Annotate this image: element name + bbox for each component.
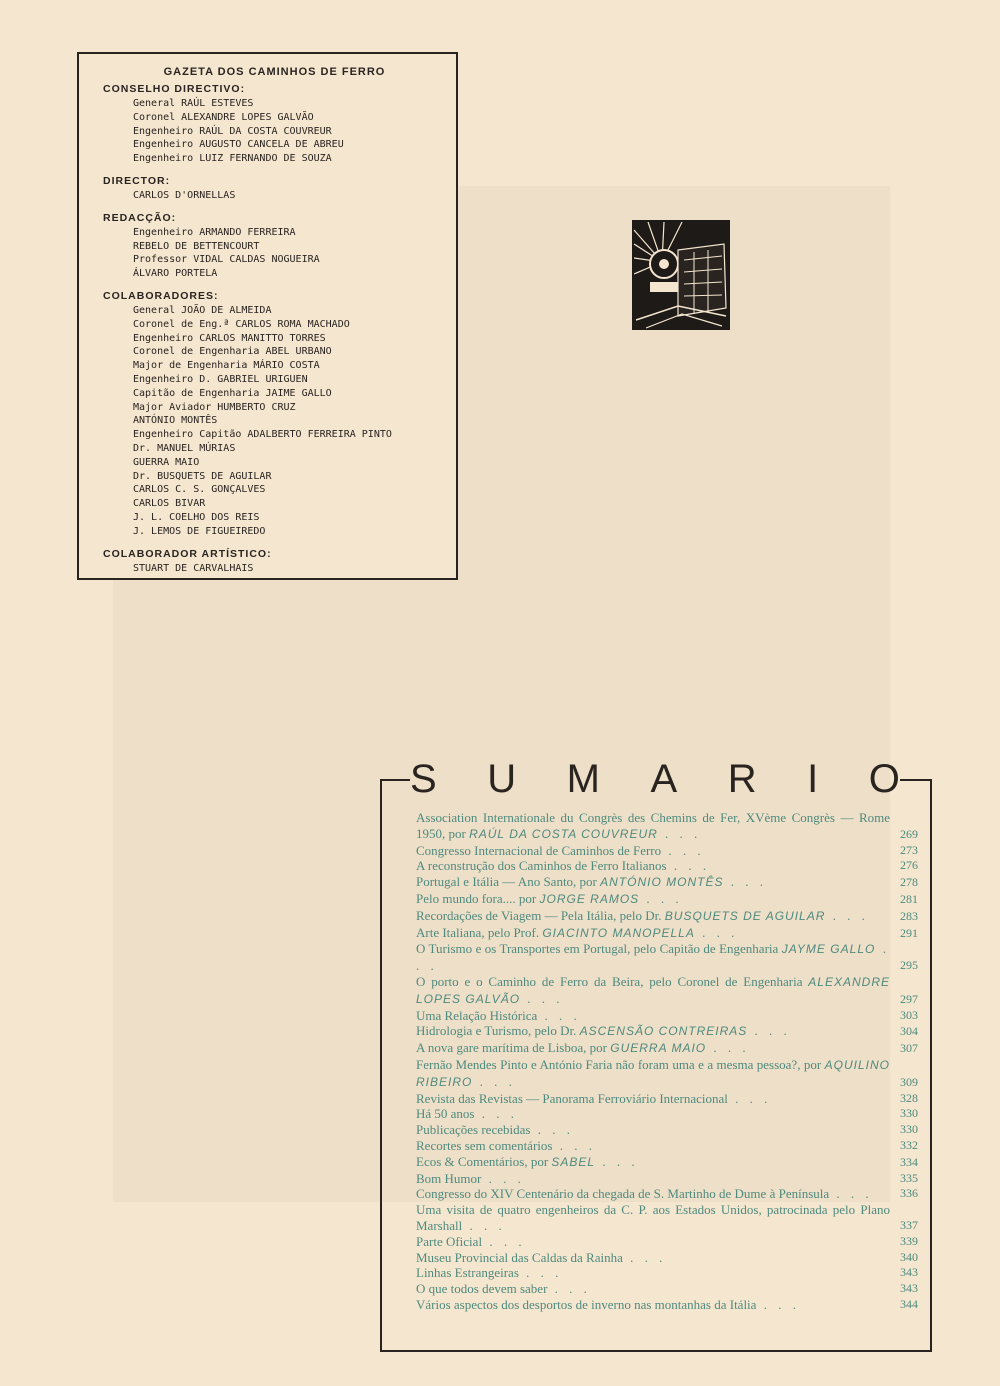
staff-name: ANTÓNIO MONTÊS — [133, 415, 218, 427]
toc-page-number: 334 — [900, 1154, 918, 1169]
toc-entry-title: Revista das Revistas — Panorama Ferroviário Internacional . . . — [416, 1090, 772, 1106]
sumario-title — [410, 757, 900, 801]
staff-section-heading: CONSELHO DIRECTIVO: — [103, 83, 246, 95]
toc-entry — [416, 1057, 918, 1091]
toc-page-number: 269 — [900, 826, 918, 841]
toc-entry-title: Há 50 anos . . . — [416, 1106, 518, 1122]
toc-leader-dots: . . . — [537, 1007, 581, 1023]
toc-page-number: 283 — [900, 908, 918, 923]
staff-box — [77, 52, 458, 580]
toc-page-number: 343 — [900, 1265, 918, 1280]
staff-name-list — [133, 226, 446, 281]
toc-leader-dots: . . . — [530, 1122, 574, 1138]
toc-leader-dots: . . . — [825, 907, 869, 923]
toc-entry — [416, 1091, 918, 1107]
toc-leader-dots: . . . — [747, 1023, 791, 1039]
toc-entry-author: ALEXANDRE LOPES GALVÃO — [416, 974, 890, 1006]
staff-name: Engenheiro RAÚL DA COSTA COUVREUR — [133, 125, 332, 137]
toc-entry — [416, 941, 918, 974]
toc-entry — [416, 858, 918, 874]
toc-entry-title: O que todos devem saber . . . — [416, 1281, 591, 1297]
staff-name: Coronel de Engenharia ABEL URBANO — [133, 346, 332, 358]
staff-section — [103, 290, 446, 539]
toc-entry-author: SABEL — [551, 1154, 596, 1169]
toc-page-number: 339 — [900, 1233, 918, 1248]
toc-page-number: 291 — [900, 925, 918, 940]
staff-section — [103, 83, 446, 166]
toc-leader-dots: . . . — [518, 1265, 563, 1281]
staff-name: Capitão de Engenharia JAIME GALLO — [133, 387, 332, 399]
sumario-title-letter: A — [650, 756, 678, 801]
toc-entry — [416, 874, 918, 891]
toc-leader-dots: . . . — [462, 1217, 506, 1233]
toc-entry — [416, 1008, 918, 1024]
toc-page-number: 303 — [900, 1007, 918, 1022]
toc-page-number: 278 — [900, 875, 918, 890]
toc-entry-title: Uma visita de quatro engenheiros da C. P. aos Estados Unidos, patrocinada pelo Plano Marshall . . . — [416, 1202, 890, 1233]
staff-section-heading: REDACÇÃO: — [103, 211, 177, 224]
toc-entry-title: Congresso Internacional de Caminhos de Ferro . . . — [416, 842, 705, 858]
sumario-title-letter: I — [807, 756, 819, 801]
toc-page-number: 276 — [900, 858, 918, 873]
staff-name-list — [133, 562, 446, 576]
toc-entry-author: BUSQUETS DE AGUILAR — [664, 908, 826, 923]
toc-entry — [416, 810, 918, 843]
staff-name: ÁLVARO PORTELA — [133, 268, 218, 280]
toc-page-number: 344 — [900, 1296, 918, 1311]
toc-leader-dots: . . . — [481, 1170, 525, 1186]
toc-entry-author: AQUILINO RIBEIRO — [416, 1057, 890, 1089]
toc-page-number: 336 — [900, 1186, 918, 1201]
sumario-title-letter: O — [868, 756, 900, 801]
toc-entry-title: O porto e o Caminho de Ferro da Beira, pelo Coronel de Engenharia ALEXANDRE LOPES GALVÃO . . . — [416, 973, 890, 1006]
toc-leader-dots: . . . — [622, 1249, 667, 1265]
toc-page-number: 304 — [900, 1024, 918, 1039]
toc-leader-dots: . . . — [416, 941, 891, 974]
toc-leader-dots: . . . — [829, 1186, 873, 1202]
toc-entry — [416, 1202, 918, 1234]
toc-entry-author: GUERRA MAIO — [610, 1041, 707, 1056]
toc-page-number: 295 — [900, 958, 918, 973]
toc-entry-author: JAYME GALLO — [781, 942, 876, 957]
toc-leader-dots: . . . — [520, 990, 564, 1006]
staff-name: General RAÚL ESTEVES — [133, 98, 254, 109]
staff-section — [103, 212, 446, 281]
toc-entry-title: Museu Provincial das Caldas da Rainha . . . — [416, 1249, 667, 1265]
toc-page-number: 332 — [900, 1137, 918, 1152]
staff-section-heading: COLABORADOR ARTÍSTICO: — [103, 547, 272, 560]
toc-leader-dots: . . . — [661, 842, 705, 858]
toc-leader-dots: . . . — [482, 1233, 526, 1249]
toc-entry-title: Vários aspectos dos desportos de inverno nas montanhas da Itália . . . — [416, 1296, 800, 1312]
toc-entry-title: Congresso do XIV Centenário da chegada de S. Martinho de Dume à Península . . . — [416, 1186, 873, 1202]
staff-section-heading: DIRECTOR: — [103, 174, 171, 187]
toc-page-number: 281 — [900, 891, 918, 906]
staff-name: CARLOS D'ORNELLAS — [133, 189, 236, 201]
toc-leader-dots: . . . — [639, 890, 683, 906]
staff-name: CARLOS C. S. GONÇALVES — [133, 484, 266, 496]
staff-section-heading: COLABORADORES: — [103, 289, 219, 302]
toc-entry-author: ANTÓNIO MONTÊS — [600, 875, 724, 890]
toc-entry-author: JORGE RAMOS — [539, 891, 640, 906]
toc-leader-dots: . . . — [727, 1090, 772, 1106]
sumario-title-letter: R — [727, 756, 757, 801]
toc-leader-dots: . . . — [756, 1296, 800, 1312]
staff-name: Major Aviador HUMBERTO CRUZ — [133, 401, 296, 413]
toc-entry — [416, 1297, 918, 1313]
toc-entry-title: Recordações de Viagem — Pela Itália, pelo Dr. BUSQUETS DE AGUILAR . . . — [416, 907, 869, 923]
staff-name: Dr. MANUEL MÚRIAS — [133, 442, 236, 454]
toc-entry — [416, 1122, 918, 1138]
toc-entry-title: Publicações recebidas . . . — [416, 1122, 574, 1138]
toc-entry-title: Arte Italiana, pelo Prof. GIACINTO MANOPELLA . . . — [416, 924, 739, 940]
toc-entry — [416, 1186, 918, 1202]
staff-name: Engenheiro D. GABRIEL URIGUEN — [133, 373, 308, 385]
toc-entry — [416, 1281, 918, 1297]
staff-name: Coronel ALEXANDRE LOPES GALVÃO — [133, 111, 314, 123]
staff-name: GUERRA MAIO — [133, 456, 200, 468]
toc-entry — [416, 974, 918, 1008]
staff-name: Engenheiro LUIZ FERNANDO DE SOUZA — [133, 153, 332, 165]
toc-page-number: 340 — [900, 1249, 918, 1264]
toc-page-number: 273 — [900, 842, 918, 857]
toc-entry-title: Ecos & Comentários, por SABEL . . . — [416, 1153, 639, 1169]
toc-entry — [416, 1265, 918, 1281]
staff-name: CARLOS BIVAR — [133, 498, 206, 510]
staff-name: Engenheiro AUGUSTO CANCELA DE ABREU — [133, 139, 344, 151]
toc-entry — [416, 1250, 918, 1266]
staff-name: Engenheiro Capitão ADALBERTO FERREIRA PINTO — [133, 429, 392, 441]
toc-leader-dots: . . . — [474, 1106, 518, 1122]
toc-entry-title: Uma Relação Histórica . . . — [416, 1007, 581, 1023]
sumario-title-letter: U — [487, 756, 517, 801]
toc-leader-dots: . . . — [472, 1073, 516, 1089]
staff-name: Professor VIDAL CALDAS NOGUEIRA — [133, 254, 320, 266]
toc-leader-dots: . . . — [547, 1281, 591, 1297]
toc-leader-dots: . . . — [723, 874, 767, 890]
toc-page-number: 307 — [900, 1041, 918, 1056]
staff-name: Engenheiro ARMANDO FERREIRA — [133, 226, 296, 238]
staff-name: Major de Engenharia MÁRIO COSTA — [133, 360, 320, 372]
toc-page-number: 330 — [900, 1122, 918, 1137]
toc-page-number: 330 — [900, 1106, 918, 1121]
toc-page-number: 343 — [900, 1281, 918, 1296]
staff-name: J. L. COELHO DOS REIS — [133, 511, 260, 523]
toc-entry-title: Recortes sem comentários . . . — [416, 1137, 596, 1153]
staff-name: Dr. BUSQUETS DE AGUILAR — [133, 470, 272, 482]
toc-entry — [416, 1040, 918, 1057]
toc-entry — [416, 925, 918, 942]
staff-title: GAZETA DOS CAMINHOS DE FERRO — [163, 66, 386, 78]
toc-page-number: 335 — [900, 1170, 918, 1185]
train-woodcut-illustration — [632, 220, 730, 330]
toc-entry-title: Association Internationale du Congrès des Chemins de Fer, XVème Congrès — Rome 1950, por RAÚL DA COSTA COUVREUR . . . — [416, 810, 890, 841]
staff-name-list — [133, 304, 446, 539]
sumario-title-letter: S — [410, 756, 437, 801]
staff-name: REBELO DE BETTENCOURT — [133, 240, 260, 252]
toc-entry-title: Fernão Mendes Pinto e António Faria não foram uma e a mesma pessoa?, por AQUILINO RIBEIRO . . . — [416, 1056, 890, 1089]
toc-entry — [416, 1106, 918, 1122]
toc-leader-dots: . . . — [666, 858, 711, 874]
toc-entry-title: Bom Humor . . . — [416, 1170, 525, 1186]
sumario-title-letter: M — [566, 756, 600, 801]
toc-page-number: 337 — [900, 1217, 918, 1232]
toc-page-number: 328 — [900, 1090, 918, 1105]
staff-name: General JOÃO DE ALMEIDA — [133, 304, 272, 316]
toc-entry-author: RAÚL DA COSTA COUVREUR — [469, 826, 658, 841]
toc-entry — [416, 843, 918, 859]
toc-entry — [416, 1234, 918, 1250]
toc-entry — [416, 908, 918, 925]
staff-name: STUART DE CARVALHAIS — [133, 562, 254, 574]
staff-section — [103, 175, 446, 203]
staff-name: J. LEMOS DE FIGUEIREDO — [133, 525, 266, 537]
staff-sections — [103, 83, 446, 575]
toc-entry-author: ASCENSÃO CONTREIRAS — [579, 1024, 748, 1039]
toc-entry-title: Pelo mundo fora.... por JORGE RAMOS . . . — [416, 890, 683, 906]
staff-section — [103, 548, 446, 576]
toc-leader-dots: . . . — [552, 1137, 596, 1153]
toc-entry-title: Parte Oficial . . . — [416, 1233, 526, 1249]
toc-leader-dots: . . . — [595, 1153, 639, 1169]
staff-name-list — [133, 189, 446, 203]
staff-name: Engenheiro CARLOS MANITTO TORRES — [133, 332, 326, 344]
toc-entry-title: A nova gare marítima de Lisboa, por GUERRA MAIO . . . — [416, 1040, 750, 1056]
toc-entry — [416, 1171, 918, 1187]
toc-leader-dots: . . . — [657, 825, 702, 841]
toc-entry — [416, 1154, 918, 1171]
toc-entry-title: Hidrologia e Turismo, pelo Dr. ASCENSÃO CONTREIRAS . . . — [416, 1023, 791, 1039]
toc-entry-title: Linhas Estrangeiras . . . — [416, 1265, 563, 1281]
toc-entry-title: O Turismo e os Transportes em Portugal, pelo Capitão de Engenharia JAYME GALLO . . . — [416, 941, 891, 974]
toc-entry — [416, 1023, 918, 1040]
toc-entry-title: A reconstrução dos Caminhos de Ferro Italianos . . . — [416, 858, 711, 874]
toc-leader-dots: . . . — [694, 924, 739, 940]
staff-name-list — [133, 97, 446, 166]
toc-page-number: 297 — [900, 991, 918, 1006]
toc-page-number: 309 — [900, 1074, 918, 1089]
toc-entry-title: Portugal e Itália — Ano Santo, por ANTÓNIO MONTÊS . . . — [416, 874, 767, 890]
toc-leader-dots: . . . — [706, 1040, 750, 1056]
toc-entry-author: GIACINTO MANOPELLA — [542, 925, 695, 940]
table-of-contents — [416, 810, 918, 1313]
staff-name: Coronel de Eng.ª CARLOS ROMA MACHADO — [133, 318, 350, 330]
toc-entry — [416, 891, 918, 908]
toc-entry — [416, 1138, 918, 1154]
